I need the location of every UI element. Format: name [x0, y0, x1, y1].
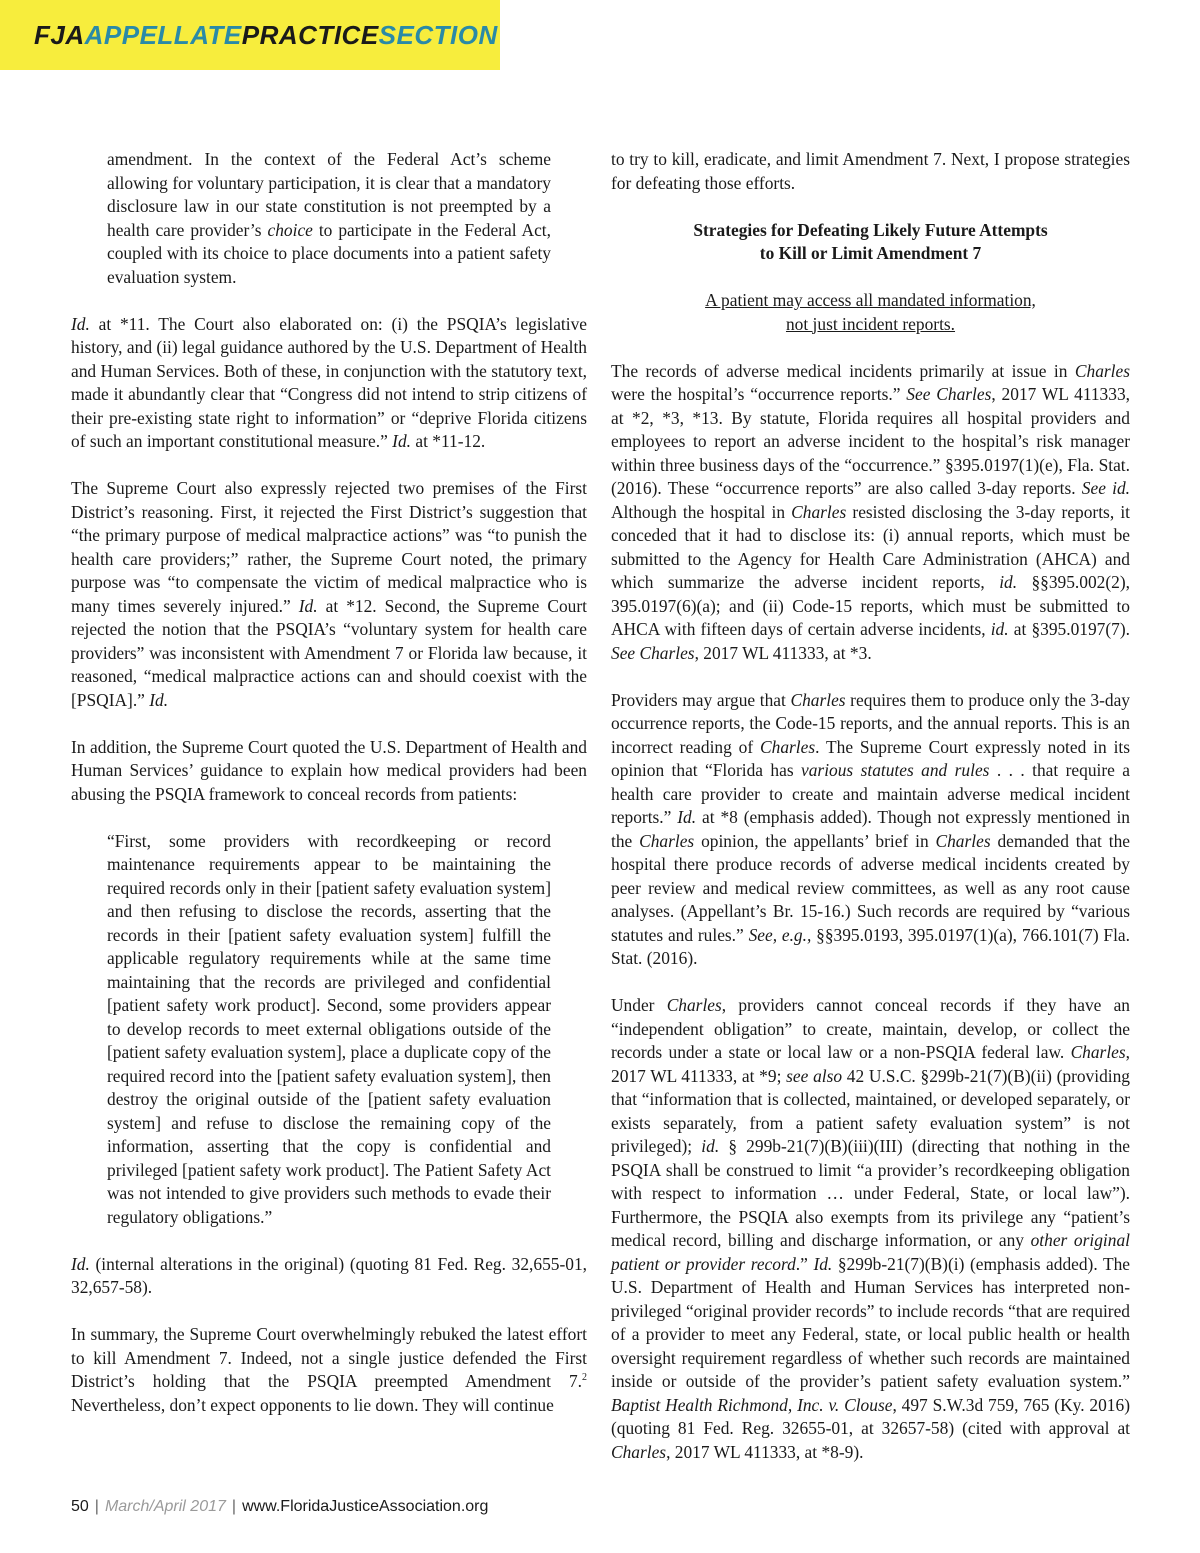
title-fja: FJA: [34, 20, 85, 50]
footer-separator: |: [94, 1498, 99, 1515]
page-number: 50: [71, 1498, 89, 1515]
right-column: [611, 148, 1130, 1488]
title-section: SECTION: [378, 20, 498, 50]
section-heading: Strategies for Defeating Likely Future Attempts to Kill or Limit Amendment 7: [693, 219, 1048, 263]
block-quote-1: amendment. In the context of the Federal Act’s scheme allowing for voluntary participation, it is clear that a mandatory disclosure law in our state constitution is not preempted by a health care provider’s choice to participate in the Federal Act, coupled with its choice to place documents into a patient safety evaluation system.: [107, 149, 551, 287]
paragraph: Under Charles, providers cannot conceal records if they have an “independent obligation” to create, maintain, develop, or collect the records under a state or local law or a non-PSQIA federal law. Charles, 2017 WL 411333, at *9; see also 42 U.S.C. §299b-21(7)(B)(ii) (providing that “information that is collected, maintained, or developed separately, or exists separately, from a patient safety evaluation system” is not privileged); id. § 299b-21(7)(B)(iii)(III) (directing that nothing in the PSQIA shall be construed to limit “a provider’s recordkeeping obligation with respect to information … under Federal, State, or local law”). Furthermore, the PSQIA also exempts from its privilege any “patient’s medical record, billing and discharge information, or any other original patient or provider record.” Id. §299b-21(7)(B)(i) (emphasis added). The U.S. Department of Health and Human Services has interpreted non-privileged “original provider records” to include records “that are required of a provider to meet any Federal, state, or local public health or health oversight requirement regardless of whether such records are maintained inside or outside of the provider’s patient safety evaluation system.” Baptist Health Richmond, Inc. v. Clouse, 497 S.W.3d 759, 765 (Ky. 2016) (quoting 81 Fed. Reg. 32655-01, at 32657-58) (cited with approval at Charles, 2017 WL 411333, at *8-9).: [611, 995, 1131, 1462]
footer-separator: |: [231, 1498, 237, 1515]
sub-heading: A patient may access all mandated information, not just incident reports.: [705, 290, 1036, 334]
website-url[interactable]: www.FloridaJusticeAssociation.org: [242, 1498, 489, 1515]
paragraph: Id. (internal alterations in the original) (quoting 81 Fed. Reg. 32,655-01, 32,657-58).: [71, 1253, 587, 1297]
paragraph: The records of adverse medical incidents primarily at issue in Charles were the hospital’s “occurrence reports.” See Charles, 2017 WL 411333, at *2, *3, *13. By statute, Florida requires all hospital providers and employees to report an adverse incident to the hospital’s risk manager within three business days of the “occurrence.” §395.0197(1)(e), Fla. Stat. (2016). These “occurrence reports” are also called 3-day reports. See id. Although the hospital in Charles resisted disclosing the 3-day reports, it conceded that it had to disclose its: (i) annual reports, which must be submitted to the Agency for Health Care Administration (AHCA) and which summarize the adverse incident reports, id. §§395.002(2), 395.0197(6)(a); and (ii) Code-15 reports, which must be submitted to AHCA with fifteen days of certain adverse incidents, id. at §395.0197(7). See Charles, 2017 WL 411333, at *3.: [611, 360, 1130, 663]
page-footer: [71, 1498, 488, 1516]
paragraph: In addition, the Supreme Court quoted the U.S. Department of Health and Human Services’ guidance to explain how medical providers had been abusing the PSQIA framework to conceal records from patients:: [71, 736, 587, 804]
paragraph: Id. at *11. The Court also elaborated on: (i) the PSQIA’s legislative history, and (ii) legal guidance authored by the U.S. Department of Health and Human Services. Both of these, in conjunction with the statutory text, made it abundantly clear that “Congress did not intend to strip citizens of their pre-existing state right to information” or “deprive Florida citizens of such an important constitutional measure.” Id. at *11-12.: [71, 313, 587, 451]
block-quote-2: “First, some providers with recordkeeping or record maintenance requirements appear to be maintaining the required records only in their [patient safety evaluation system] and then refusing to disclose the records, asserting that the records in their [patient safety evaluation system] fulfill the applicable regulatory requirements while at the same time maintaining that the records are privileged and confidential [patient safety work product]. Second, some providers appear to develop records to meet external obligations outside of the [patient safety evaluation system], place a duplicate copy of the required record into the [patient safety evaluation system], then destroy the original outside of the [patient safety evaluation system] and refuse to disclose the remaining copy of the information, asserting that the copy is confidential and privileged [patient safety work product]. The Patient Safety Act was not intended to give providers such methods to evade their regulatory obligations.”: [107, 830, 551, 1227]
issue-date: March/April 2017: [104, 1498, 226, 1515]
title-appellate: APPELLATE: [84, 20, 242, 50]
paragraph: The Supreme Court also expressly rejected two premises of the First District’s reasoning. First, it rejected the First District’s suggestion that “the primary purpose of medical malpractice actions” was “to punish the health care providers;” rather, the Supreme Court noted, the primary purpose was “to compensate the victim of medical malpractice who is many times severely injured.” Id. at *12. Second, the Supreme Court rejected the notion that the PSQIA’s “voluntary system for health care providers” was inconsistent with Amendment 7 or Florida law because, it reasoned, “medical malpractice actions can and should coexist with the [PSQIA].” Id.: [71, 478, 588, 710]
paragraph: to try to kill, eradicate, and limit Amendment 7. Next, I propose strategies for defeating those efforts.: [611, 149, 1130, 193]
paragraph: Providers may argue that Charles requires them to produce only the 3-day occurrence reports, the Code-15 reports, and the annual reports. This is an incorrect reading of Charles. The Supreme Court expressly noted in its opinion that “Florida has various statutes and rules . . . that require a health care provider to create and maintain adverse medical incident reports.” Id. at *8 (emphasis added). Though not expressly mentioned in the Charles opinion, the appellants’ brief in Charles demanded that the hospital there produce records of adverse medical incidents created by peer review and medical review committees, as well as any root cause analyses. (Appellant’s Br. 15-16.) Such records are required by “various statutes and rules.” See, e.g., §§395.0193, 395.0197(1)(a), 766.101(7) Fla. Stat. (2016).: [611, 689, 1131, 968]
footnote-ref: 2: [582, 1372, 587, 1384]
paragraph: In summary, the Supreme Court overwhelmingly rebuked the latest effort to kill Amendment 7. Indeed, not a single justice defended the First District’s holding that the PSQIA preempted Amendment 7.$^2$ Nevertheless, don’t expect opponents to lie down. They will continue: [71, 1324, 587, 1415]
section-title: [34, 20, 498, 51]
left-column: [71, 148, 587, 1441]
title-practice: PRACTICE: [241, 20, 379, 50]
